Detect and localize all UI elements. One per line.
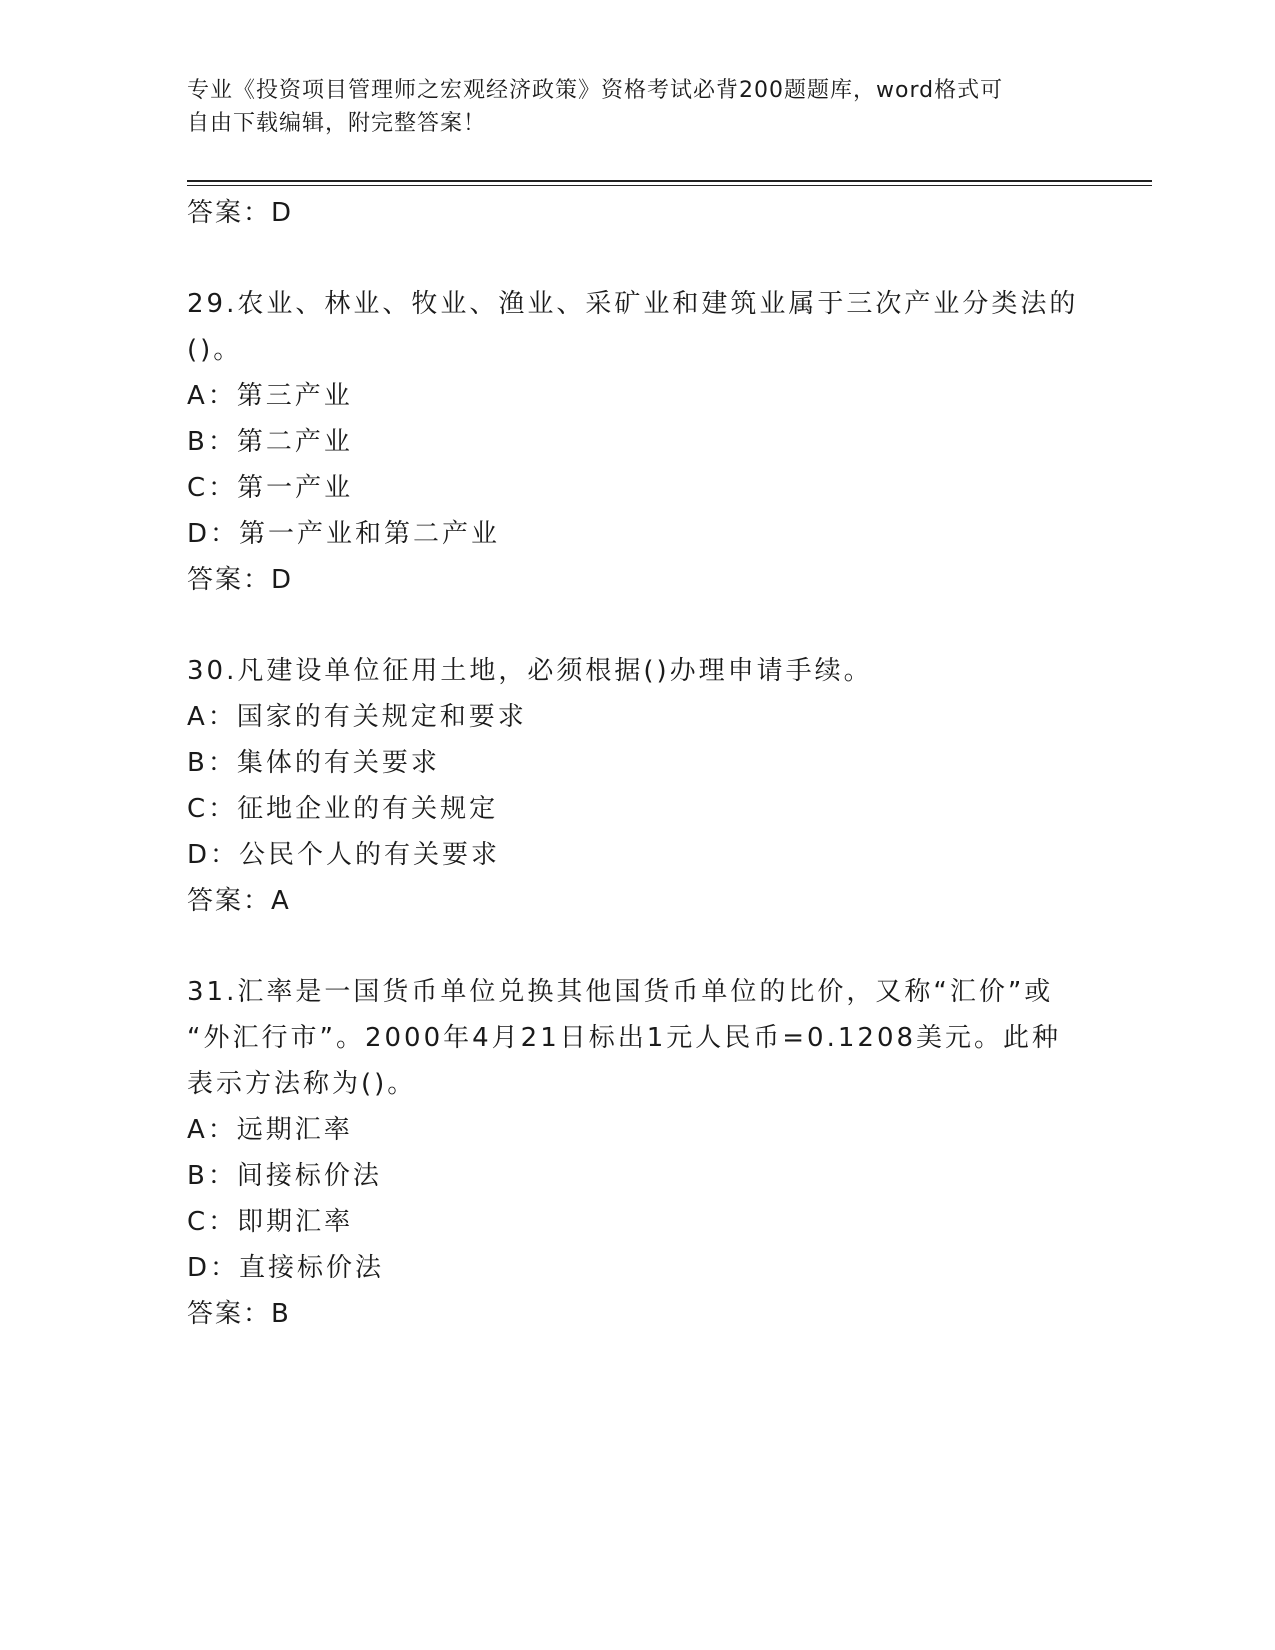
question-block [187, 969, 1087, 1337]
header-divider [187, 180, 1152, 182]
answer-line: 答案：D [187, 565, 294, 595]
answer-line: 答案：B [187, 1299, 291, 1329]
question-list [187, 190, 1087, 1337]
question-stem-line: 30.凡建设单位征用土地，必须根据()办理申请手续。 [187, 656, 873, 686]
option-c: C：征地企业的有关规定 [187, 794, 499, 824]
option-d: D：直接标价法 [187, 1253, 385, 1283]
option-c: C：即期汇率 [187, 1207, 354, 1237]
question-stem-line: 31.汇率是一国货币单位兑换其他国货币单位的比价，又称“汇价”或 [187, 977, 1054, 1007]
answer-line: 答案：A [187, 886, 291, 916]
option-b: B：间接标价法 [187, 1161, 382, 1191]
option-d: D：公民个人的有关要求 [187, 840, 501, 870]
question-stem-line: 表示方法称为()。 [187, 1069, 417, 1099]
header-divider-thin [187, 185, 1152, 186]
header-line-1: 专业《投资项目管理师之宏观经济政策》资格考试必背200题题库，word格式可 [187, 78, 1004, 103]
option-d: D：第一产业和第二产业 [187, 519, 501, 549]
option-a: A：国家的有关规定和要求 [187, 702, 527, 732]
question-stem-line: “外汇行市”。2000年4月21日标出1元人民币=0.1208美元。此种 [187, 1023, 1062, 1053]
document-header [187, 74, 1087, 140]
spacer [187, 603, 1087, 648]
header-line-2: 自由下载编辑，附完整答案！ [187, 111, 487, 136]
option-c: C：第一产业 [187, 473, 354, 503]
answer-line: 答案：D [187, 198, 294, 228]
question-block [187, 648, 1087, 924]
option-a: A：第三产业 [187, 381, 353, 411]
option-b: B：第二产业 [187, 427, 353, 457]
question-block [187, 281, 1087, 603]
option-b: B：集体的有关要求 [187, 748, 440, 778]
question-stem-line: 29.农业、林业、牧业、渔业、采矿业和建筑业属于三次产业分类法的 [187, 289, 1079, 319]
spacer [187, 924, 1087, 969]
option-a: A：远期汇率 [187, 1115, 353, 1145]
spacer [187, 236, 1087, 281]
question-stem-line: ()。 [187, 335, 243, 365]
